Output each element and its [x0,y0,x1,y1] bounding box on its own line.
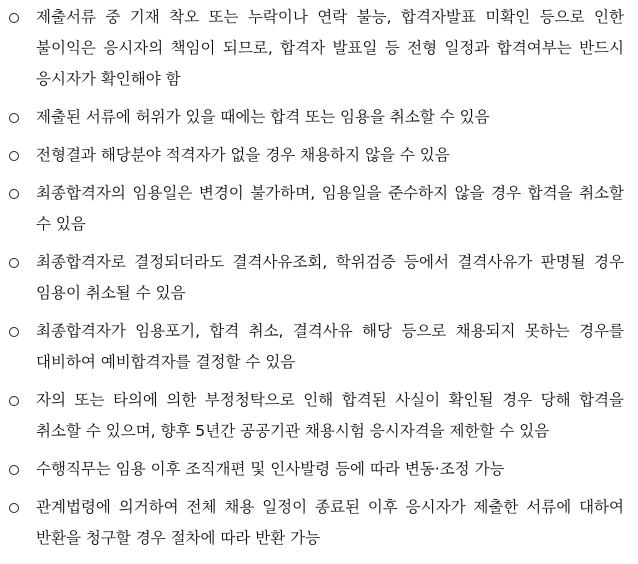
list-item-text: 전형결과 해당분야 적격자가 없을 경우 채용하지 않을 수 있음 [36,146,450,164]
list-item-text: 수행직무는 임용 이후 조직개편 및 인사발령 등에 따라 변동·조정 가능 [36,460,505,478]
list-item [0,385,638,447]
list-item [0,316,638,378]
list-item-text: 최종합격자의 임용일은 변경이 불가하며, 임용일을 준수하지 않을 경우 합격을 취소할 수 있음 [36,184,624,233]
list-item [0,454,638,485]
hollow-circle-icon [9,396,19,406]
list-item-text: 자의 또는 타의에 의한 부정청탁으로 인해 합격된 사실이 확인될 경우 당해 합격을 취소할 수 있으며, 향후 5년간 공공기관 채용시험 응시자격을 제한할 수 있음 [36,391,624,440]
list-item [0,2,638,95]
list-item-text: 관계법령에 의거하여 전체 채용 일정이 종료된 이후 응시자가 제출한 서류에 대하여 반환을 청구할 경우 절차에 따라 반환 가능 [36,498,624,547]
list-item-text: 제출서류 중 기재 착오 또는 누락이나 연락 불능, 합격자발표 미확인 등으로 인한 불이익은 응시자의 책임이 되므로, 합격자 발표일 등 전형 일정과 합격여부는 반드시 응시자가 확인해야 함 [36,8,624,88]
hollow-circle-icon [9,13,19,23]
hollow-circle-icon [9,503,19,513]
list-item-text: 제출된 서류에 허위가 있을 때에는 합격 또는 임용을 취소할 수 있음 [36,108,490,126]
list-item-text: 최종합격자로 결정되더라도 결격사유조회, 학위검증 등에서 결격사유가 판명될 경우 임용이 취소될 수 있음 [36,253,624,302]
hollow-circle-icon [9,113,19,123]
list-item [0,247,638,309]
hollow-circle-icon [9,465,19,475]
hollow-circle-icon [9,151,19,161]
list-item [0,102,638,133]
hollow-circle-icon [9,189,19,199]
list-item [0,492,638,554]
hollow-circle-icon [9,258,19,268]
list-item [0,140,638,171]
list-item-text: 최종합격자가 임용포기, 합격 취소, 결격사유 해당 등으로 채용되지 못하는 경우를 대비하여 예비합격자를 결정할 수 있음 [36,322,624,371]
list-item [0,178,638,240]
hollow-circle-icon [9,327,19,337]
notice-list [0,2,638,554]
